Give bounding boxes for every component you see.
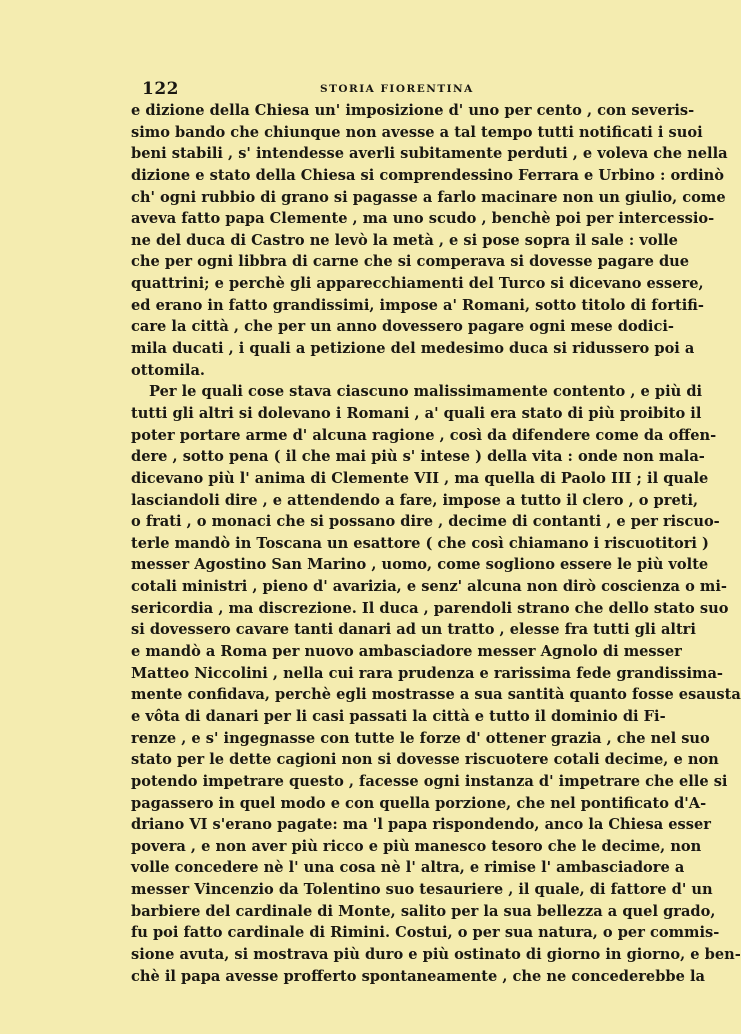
paragraph-1: [131, 100, 728, 381]
text-line: ed erano in fatto grandissimi, impose a' Romani, sotto titolo di fortifi-: [131, 296, 704, 314]
text-line: stato per le dette cagioni non si dovesse riscuotere cotali decime, e non: [131, 751, 719, 769]
text-line: terle mandò in Toscana un esattore ( che così chiamano i riscuotitori ): [131, 534, 709, 552]
page-number: 122: [142, 79, 179, 99]
text-line: aveva fatto papa Clemente , ma uno scudo , benchè poi per intercessio-: [131, 210, 715, 228]
text-line: ch' ogni rubbio di grano si pagasse a farlo macinare non un giulio, come: [131, 188, 726, 206]
text-line: o frati , o monaci che si possano dire , decime di contanti , e per riscuo-: [131, 513, 720, 531]
running-title: STORIA FIORENTINA: [320, 83, 474, 95]
text-line: e mandò a Roma per nuovo ambasciadore messer Agnolo di messer: [131, 643, 682, 661]
text-line: sione avuta, si mostrava più duro e più ostinato di giorno in giorno, e ben-: [131, 945, 741, 963]
text-line: dizione e stato della Chiesa si comprendessino Ferrara e Urbino : ordinò: [131, 166, 724, 184]
text-line: Per le quali cose stava ciascuno malissimamente contento , e più di: [149, 383, 703, 401]
text-line: quattrini; e perchè gli apparecchiamenti del Turco si dicevano essere,: [131, 275, 704, 293]
text-line: renze , e s' ingegnasse con tutte le forze d' ottener grazia , che nel suo: [131, 729, 710, 747]
text-line: dicevano più l' anima di Clemente VII , ma quella di Paolo III ; il quale: [131, 469, 709, 487]
text-line: lasciandoli dire , e attendendo a fare, impose a tutto il clero , o preti,: [131, 491, 699, 509]
text-line: poter portare arme d' alcuna ragione , così da difendere come da offen-: [131, 426, 717, 444]
text-line: ottomila.: [131, 361, 206, 379]
text-line: simo bando che chiunque non avesse a tal tempo tutti notificati i suoi: [131, 123, 703, 141]
text-line: e vôta di danari per li casi passati la città e tutto il dominio di Fi-: [131, 707, 666, 725]
text-line: che per ogni libbra di carne che si comperava si dovesse pagare due: [131, 253, 690, 271]
text-line: messer Agostino San Marino , uomo, come sogliono essere le più volte: [131, 556, 709, 574]
text-line: volle concedere nè l' una cosa nè l' altra, e rimise l' ambasciadore a: [131, 859, 685, 877]
text-line: messer Vincenzio da Tolentino suo tesauriere , il quale, di fattore d' un: [131, 881, 713, 899]
text-line: e dizione della Chiesa un' imposizione d' uno per cento , con severis-: [131, 102, 695, 119]
text-line: potendo impetrare questo , facesse ogni instanza d' impetrare che elle si: [131, 772, 728, 790]
text-line: povera , e non aver più ricco e più manesco tesoro che le decime, non: [131, 837, 702, 855]
paragraph-2: [131, 381, 741, 987]
text-line: sericordia , ma discrezione. Il duca , parendoli strano che dello stato suo: [131, 599, 729, 617]
text-line: ne del duca di Castro ne levò la metà , e si pose sopra il sale : volle: [131, 231, 678, 249]
text-line: tutti gli altri si dolevano i Romani , a' quali era stato di più proibito il: [131, 404, 702, 422]
text-line: pagassero in quel modo e con quella porzione, che nel pontificato d'A-: [131, 794, 707, 812]
text-line: care la città , che per un anno dovessero pagare ogni mese dodici-: [131, 318, 674, 336]
text-line: dere , sotto pena ( il che mai più s' intese ) della vita : onde non mala-: [131, 448, 705, 466]
text-line: Matteo Niccolini , nella cui rara prudenza e rarissima fede grandissima-: [131, 664, 723, 682]
text-line: beni stabili , s' intendesse averli subitamente perduti , e voleva che nella: [131, 145, 728, 163]
text-line: fu poi fatto cardinale di Rimini. Costui, o per sua natura, o per commis-: [131, 924, 720, 942]
text-line: si dovessero cavare tanti danari ad un tratto , elesse fra tutti gli altri: [131, 621, 696, 639]
text-line: barbiere del cardinale di Monte, salito per la sua bellezza a quel grado,: [131, 902, 716, 920]
text-line: cotali ministri , pieno d' avarizia, e senz' alcuna non dirò coscienza o mi-: [131, 578, 727, 596]
text-line: driano VI s'erano pagate: ma 'l papa rispondendo, anco la Chiesa esser: [131, 816, 711, 834]
running-head: [142, 79, 658, 101]
text-line: mila ducati , i quali a petizione del medesimo duca si ridussero poi a: [131, 340, 695, 358]
text-line: mente confidava, perchè egli mostrasse a sua santità quanto fosse esausta: [131, 686, 741, 704]
body-text: [131, 100, 741, 987]
text-line: chè il papa avesse profferto spontaneamente , che ne concederebbe la: [131, 967, 705, 985]
